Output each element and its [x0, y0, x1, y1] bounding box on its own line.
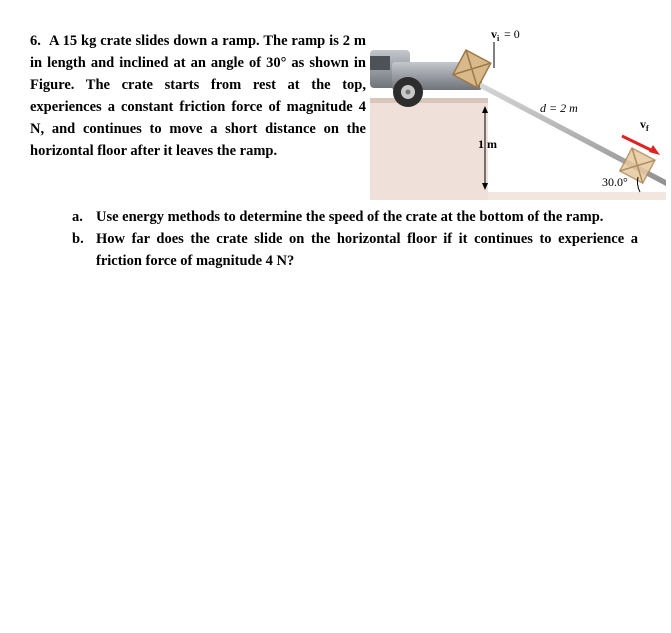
angle-label: 30.0°: [602, 175, 628, 189]
vi-value: = 0: [504, 27, 520, 41]
d-label: d = 2 m: [540, 101, 578, 115]
vf-symbol: $v_f$: [640, 117, 649, 133]
platform-edge: [370, 98, 488, 103]
height-label: 1 m: [478, 137, 497, 151]
ramp-figure: [370, 20, 666, 200]
problem-text: A 15 kg crate slides down a ramp. The ramp is 2 m in length and inclined at an angle of 30° as shown in Figure. The crate starts from rest at the top, experiences a constant friction force of magnitude 4 N, and continues to move a short distance on the horizontal floor after it leaves the ramp.: [30, 33, 366, 159]
vi-symbol: $v_i$: [491, 27, 500, 43]
upper-platform: [370, 100, 488, 200]
part-b: [72, 228, 638, 272]
problem-number: 6.: [30, 33, 41, 49]
part-text: Use energy methods to determine the speed of the crate at the bottom of the ramp.: [96, 209, 604, 225]
problem-statement: [30, 30, 366, 162]
ramp-diagram: [370, 20, 666, 200]
question-parts: [72, 206, 638, 272]
part-a: [72, 206, 638, 228]
part-letter: a.: [72, 209, 83, 225]
part-letter: b.: [72, 231, 84, 247]
part-text: How far does the crate slide on the horizontal floor if it continues to experience a friction force of magnitude 4 N?: [96, 231, 638, 269]
vf-arrow: [622, 136, 655, 152]
